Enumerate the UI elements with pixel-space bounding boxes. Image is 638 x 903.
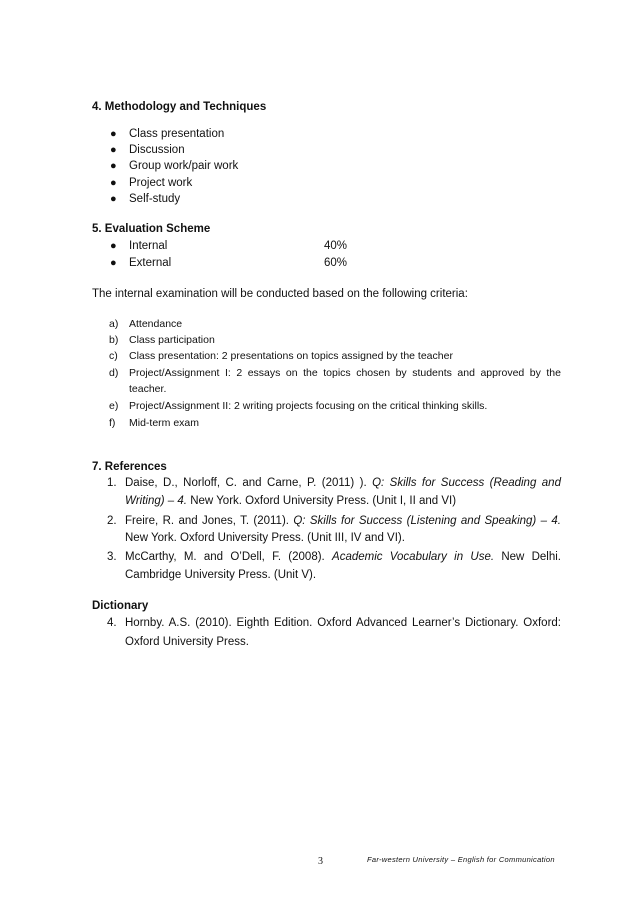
- reference-number: 2.: [107, 515, 117, 527]
- criteria-item: Attendance: [129, 318, 183, 330]
- dictionary-heading: Dictionary: [92, 600, 149, 612]
- bullet-icon: ●: [110, 193, 117, 205]
- bullet-icon: ●: [110, 144, 117, 156]
- evaluation-label: Internal: [129, 240, 168, 252]
- bullet-icon: ●: [110, 177, 117, 189]
- criteria-item: Class presentation: 2 presentations on topics assigned by the teacher: [129, 350, 453, 362]
- criteria-marker: b): [109, 334, 119, 346]
- reference-place: New Delhi.: [501, 551, 562, 563]
- criteria-intro: The internal examination will be conducted based on the following criteria:: [92, 288, 468, 300]
- evaluation-value: 60%: [324, 257, 348, 269]
- reference-line: [125, 551, 561, 563]
- criteria-marker: a): [109, 318, 119, 330]
- criteria-marker: d): [109, 367, 119, 379]
- methodology-item: Self-study: [129, 193, 181, 205]
- criteria-item: Mid-term exam: [129, 417, 200, 429]
- reference-title: Q: Skills for Success (Reading and: [372, 477, 561, 489]
- evaluation-heading: 5. Evaluation Scheme: [92, 223, 211, 235]
- reference-number: 1.: [107, 477, 117, 489]
- reference-title: Q: Skills for Success (Listening and Speaking) – 4.: [293, 515, 561, 527]
- methodology-item: Discussion: [129, 144, 185, 156]
- methodology-item: Class presentation: [129, 128, 225, 140]
- reference-line: [125, 477, 561, 489]
- methodology-heading: 4. Methodology and Techniques: [92, 101, 267, 113]
- reference-title: Academic Vocabulary in Use.: [332, 551, 495, 563]
- reference-publisher: New York. Oxford University Press. (Unit I, II and VI): [190, 495, 457, 507]
- evaluation-label: External: [129, 257, 172, 269]
- reference-number: 3.: [107, 551, 117, 563]
- references-heading: 7. References: [92, 461, 167, 473]
- criteria-item-continued: teacher.: [129, 383, 167, 395]
- footer-text: Far-western University – English for Communication: [367, 855, 555, 864]
- reference-line: [125, 495, 456, 507]
- evaluation-value: 40%: [324, 240, 348, 252]
- bullet-icon: ●: [110, 240, 117, 252]
- criteria-item: Class participation: [129, 334, 215, 346]
- criteria-marker: e): [109, 400, 119, 412]
- methodology-item: Group work/pair work: [129, 160, 239, 172]
- bullet-icon: ●: [110, 257, 117, 269]
- criteria-marker: c): [109, 350, 118, 362]
- dictionary-line: Oxford University Press.: [125, 636, 249, 648]
- reference-title: Writing) – 4.: [125, 495, 187, 507]
- bullet-icon: ●: [110, 160, 117, 172]
- dictionary-number: 4.: [107, 617, 117, 629]
- reference-authors: McCarthy, M. and O’Dell, F. (2008).: [125, 551, 325, 563]
- reference-authors: Freire, R. and Jones, T. (2011).: [125, 515, 289, 527]
- reference-authors: Daise, D., Norloff, C. and Carne, P. (2011) ).: [125, 477, 367, 489]
- criteria-marker: f): [109, 417, 116, 429]
- reference-line: [125, 515, 561, 527]
- reference-publisher: Cambridge University Press. (Unit V).: [125, 569, 317, 581]
- criteria-item: Project/Assignment II: 2 writing projects focusing on the critical thinking skills.: [129, 400, 488, 412]
- criteria-item: Project/Assignment I: 2 essays on the topics chosen by students and approved by the: [129, 367, 561, 379]
- methodology-item: Project work: [129, 177, 193, 189]
- dictionary-line: Hornby. A.S. (2010). Eighth Edition. Oxford Advanced Learner’s Dictionary. Oxford:: [125, 617, 561, 629]
- page-number: 3: [318, 856, 323, 867]
- bullet-icon: ●: [110, 128, 117, 140]
- reference-publisher: New York. Oxford University Press. (Unit III, IV and VI).: [125, 532, 405, 544]
